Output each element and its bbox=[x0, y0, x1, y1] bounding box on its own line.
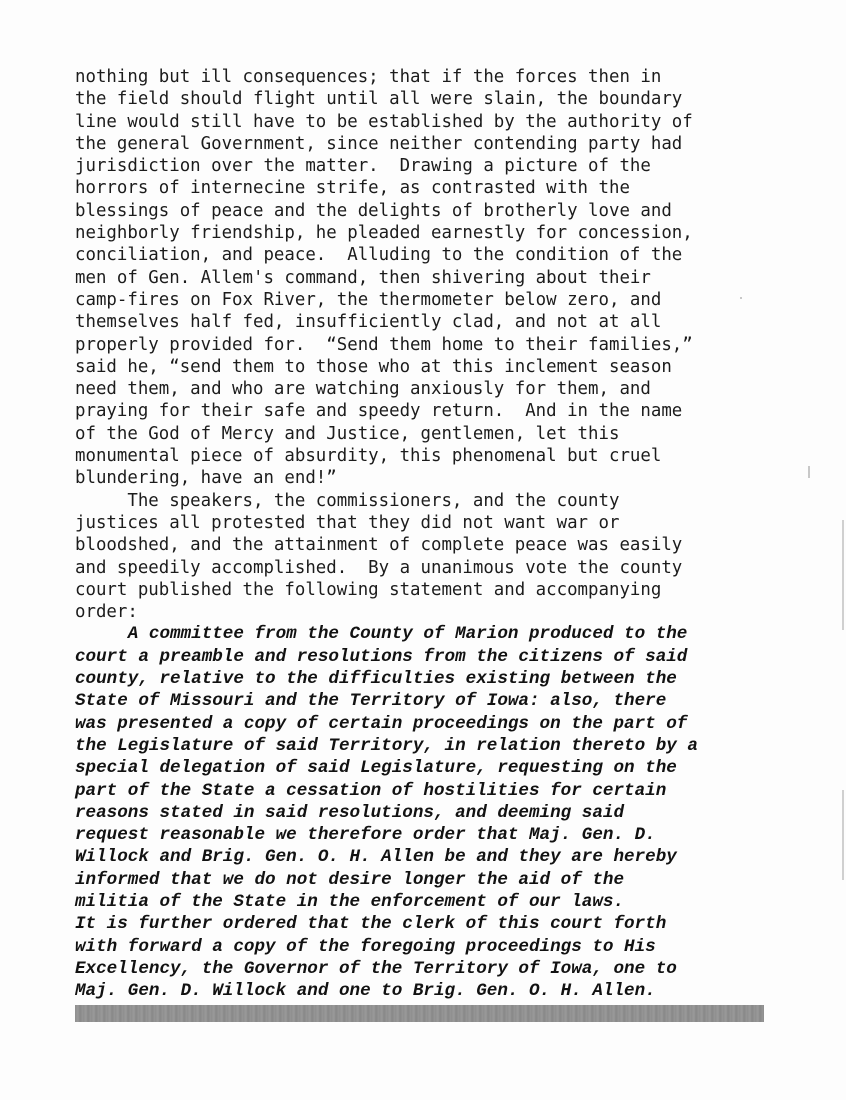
scan-edge-mark bbox=[842, 520, 844, 630]
text-line: bloodshed, and the attainment of complete peace was easily bbox=[75, 535, 683, 556]
quote-line: reasons stated in said resolutions, and deeming said bbox=[75, 802, 625, 823]
quote-line: county, relative to the difficulties existing between the bbox=[75, 669, 677, 690]
text-line: neighborly friendship, he pleaded earnestly for concession, bbox=[75, 223, 693, 244]
quote-line: Maj. Gen. D. Willock and one to Brig. Gen. O. H. Allen. bbox=[75, 981, 656, 1002]
quote-line: informed that we do not desire longer the aid of the bbox=[75, 869, 625, 890]
text-line: line would still have to be established by the authority of bbox=[75, 111, 693, 132]
court-order-quote bbox=[75, 623, 775, 1002]
text-line: praying for their safe and speedy return. And in the name bbox=[75, 401, 683, 422]
text-line: properly provided for. “Send them home to their families,” bbox=[75, 334, 693, 355]
scan-speck bbox=[740, 297, 742, 299]
quote-line: court a preamble and resolutions from the citizens of said bbox=[75, 646, 688, 667]
text-line: men of Gen. Allem's command, then shivering about their bbox=[75, 267, 651, 288]
body-text bbox=[75, 66, 775, 1002]
paragraph-speakers bbox=[75, 490, 775, 624]
quote-line: A committee from the County of Marion produced to the bbox=[75, 624, 688, 645]
text-line: conciliation, and peace. Alluding to the condition of the bbox=[75, 245, 683, 266]
quote-line: request reasonable we therefore order that Maj. Gen. D. bbox=[75, 825, 656, 846]
text-line: said he, “send them to those who at this inclement season bbox=[75, 356, 672, 377]
text-line: monumental piece of absurdity, this phenomenal but cruel bbox=[75, 446, 662, 467]
quote-line: militia of the State in the enforcement of our laws. bbox=[75, 891, 625, 912]
paragraph-speech bbox=[75, 66, 775, 490]
text-line: the field should flight until all were slain, the boundary bbox=[75, 89, 683, 110]
text-line: of the God of Mercy and Justice, gentlemen, let this bbox=[75, 423, 620, 444]
text-line: blessings of peace and the delights of brotherly love and bbox=[75, 200, 672, 221]
quote-line: the Legislature of said Territory, in relation thereto by a bbox=[75, 735, 698, 756]
scan-edge-mark bbox=[842, 790, 844, 880]
quote-line: with forward a copy of the foregoing proceedings to His bbox=[75, 936, 656, 957]
scan-speck bbox=[808, 466, 810, 478]
text-line: The speakers, the commissioners, and the county bbox=[75, 490, 620, 511]
text-line: blundering, have an end!” bbox=[75, 468, 337, 489]
text-line: need them, and who are watching anxiously for them, and bbox=[75, 379, 651, 400]
text-line: and speedily accomplished. By a unanimous vote the county bbox=[75, 557, 683, 578]
text-line: horrors of internecine strife, as contrasted with the bbox=[75, 178, 630, 199]
text-line: justices all protested that they did not want war or bbox=[75, 512, 620, 533]
text-line: nothing but ill consequences; that if the forces then in bbox=[75, 67, 662, 87]
text-line: the general Government, since neither contending party had bbox=[75, 133, 683, 154]
text-line: camp-fires on Fox River, the thermometer below zero, and bbox=[75, 289, 662, 310]
quote-line: State of Missouri and the Territory of Iowa: also, there bbox=[75, 691, 667, 712]
text-line: jurisdiction over the matter. Drawing a picture of the bbox=[75, 156, 651, 177]
text-line: court published the following statement and accompanying bbox=[75, 579, 662, 600]
quote-line: part of the State a cessation of hostilities for certain bbox=[75, 780, 667, 801]
quote-line: was presented a copy of certain proceedings on the part of bbox=[75, 713, 688, 734]
quote-line: Willock and Brig. Gen. O. H. Allen be and they are hereby bbox=[75, 847, 677, 868]
scan-shadow-bar bbox=[75, 1005, 764, 1022]
quote-line: special delegation of said Legislature, requesting on the bbox=[75, 758, 677, 779]
text-line: order: bbox=[75, 602, 138, 623]
text-line: themselves half fed, insufficiently clad, and not at all bbox=[75, 312, 662, 333]
quote-line: Excellency, the Governor of the Territory of Iowa, one to bbox=[75, 958, 677, 979]
quote-line: It is further ordered that the clerk of this court forth bbox=[75, 914, 667, 935]
